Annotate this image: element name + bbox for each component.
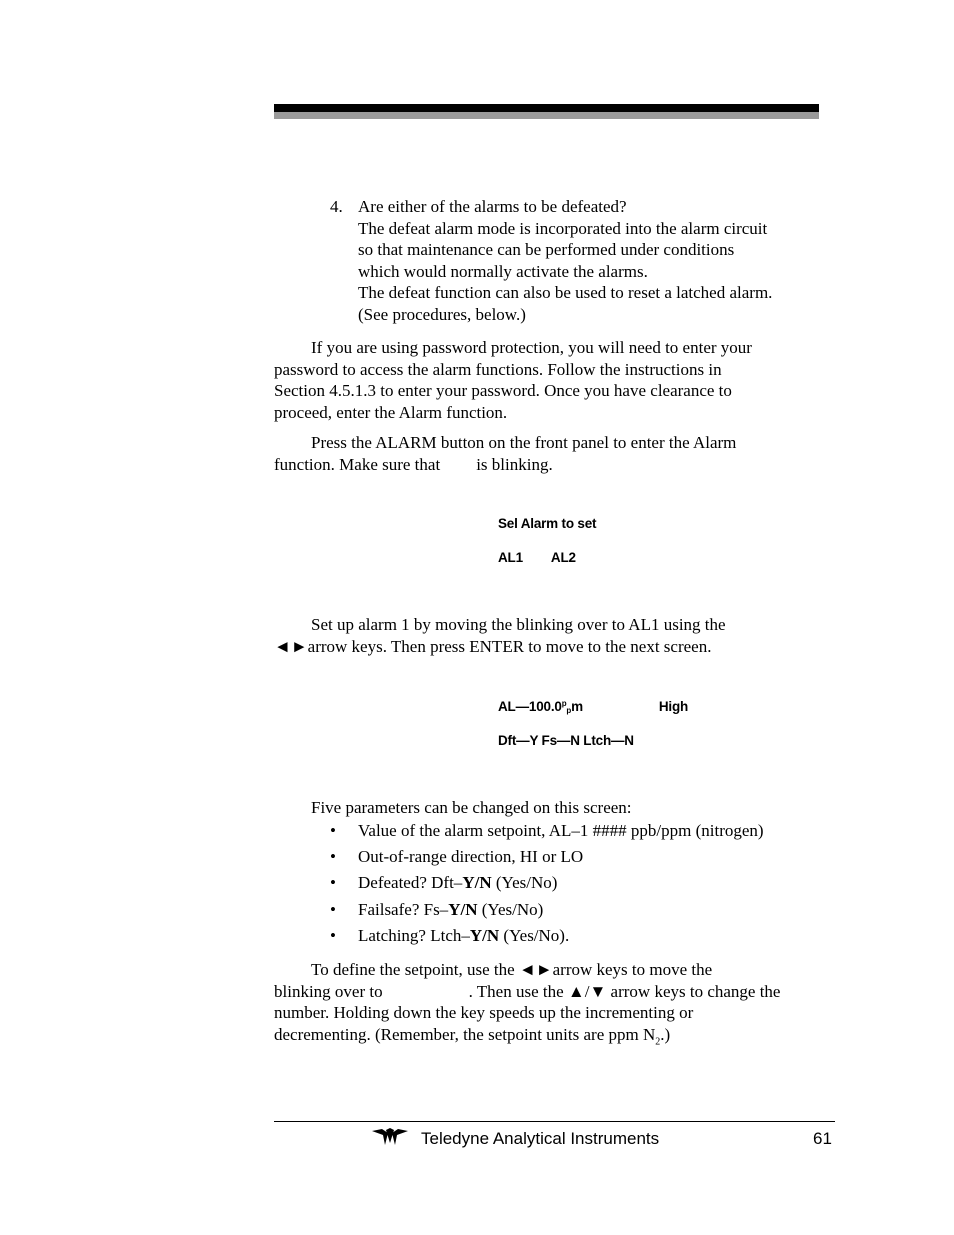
lcd-setpoint-value: AL—100.0$^p$pm <box>498 699 583 715</box>
footer-company: Teledyne Analytical Instruments <box>421 1129 660 1148</box>
left-right-arrows-icon: ◄► <box>274 636 308 656</box>
alarm-button-paragraph <box>274 432 819 475</box>
password-paragraph <box>274 337 819 423</box>
paragraph-line: To define the setpoint, use the ◄►arrow keys to move the <box>311 960 713 979</box>
list-item-line: The defeat alarm mode is incorporated into the alarm circuit <box>358 218 768 238</box>
paragraph-line: Section 4.5.1.3 to enter your password. Once you have clearance to <box>274 381 732 400</box>
paragraph-line: Set up alarm 1 by moving the blinking over to AL1 using the <box>311 615 726 634</box>
teledyne-logo-icon <box>372 1127 408 1152</box>
list-item: • Failsafe? Fs–Y/N (Yes/No) <box>330 899 544 919</box>
page-number: 61 <box>813 1129 832 1148</box>
footer-rule <box>274 1121 835 1122</box>
lcd-direction: High <box>658 699 689 714</box>
paragraph-line: Press the ALARM button on the front panel to enter the Alarm <box>311 433 737 452</box>
lcd-screen-2-line-2: Dft—Y Fs—N Ltch—N <box>498 733 634 748</box>
up-down-arrows-icon: ▲/▼ <box>567 981 607 1001</box>
left-right-arrows-icon: ◄► <box>518 960 553 979</box>
list-item: • Defeated? Dft–Y/N (Yes/No) <box>330 873 558 893</box>
list-item-line: Are either of the alarms to be defeated? <box>358 197 627 216</box>
parameter-list <box>330 820 830 951</box>
paragraph-text: is blinking. <box>476 454 553 474</box>
list-item: • Out-of-range direction, HI or LO <box>330 847 584 867</box>
paragraph-line: decrementing. (Remember, the setpoint units are ppm $N_2$.) <box>274 1024 671 1047</box>
list-item-text <box>358 196 828 325</box>
five-parameters-paragraph <box>274 797 819 819</box>
bullet-icon: • <box>330 821 336 840</box>
paragraph-text: function. Make sure that <box>274 454 441 474</box>
bullet-icon: • <box>330 847 336 867</box>
setpoint-paragraph <box>274 959 819 1052</box>
paragraph-line: number. Holding down the key speeds up the incrementing or <box>274 1003 694 1022</box>
paragraph-line: proceed, enter the Alarm function. <box>274 402 508 422</box>
list-item: • Value of the alarm setpoint, AL–1 #### ppb/ppm (nitrogen) <box>330 821 764 840</box>
paragraph-text: arrow keys. Then press ENTER to move to the next screen. <box>307 636 712 656</box>
list-item: • Latching? Ltch–Y/N (Yes/No). <box>330 925 570 945</box>
lcd-screen-2-line-1 <box>498 699 688 714</box>
lcd-screen-1-line-2 <box>498 550 576 565</box>
lcd-al2: AL2 <box>550 550 576 565</box>
list-item-line: The defeat function can also be used to reset a latched alarm. <box>358 283 773 302</box>
paragraph-line: blinking over to . Then use the ▲/▼ arrow keys to change the <box>274 981 781 1001</box>
paragraph-line <box>274 636 819 658</box>
list-item-number: 4. <box>330 197 343 216</box>
bullet-icon: • <box>330 925 336 945</box>
bullet-icon: • <box>330 873 336 893</box>
lcd-al1: AL1 <box>498 550 523 565</box>
list-item-line: so that maintenance can be performed under conditions <box>358 240 735 259</box>
paragraph-line: Five parameters can be changed on this screen: <box>311 798 632 817</box>
bullet-icon: • <box>330 899 336 919</box>
paragraph-line: password to access the alarm functions. Follow the instructions in <box>274 359 722 379</box>
setup-paragraph <box>274 614 819 657</box>
paragraph-line: If you are using password protection, you will need to enter your <box>311 338 752 357</box>
header-bar-shadow <box>274 112 819 119</box>
paragraph-line <box>274 454 819 476</box>
list-item-line: (See procedures, below.) <box>358 304 526 324</box>
list-item-line: which would normally activate the alarms. <box>358 261 648 281</box>
header-bar <box>274 104 819 112</box>
lcd-screen-1-line-1: Sel Alarm to set <box>498 516 597 531</box>
